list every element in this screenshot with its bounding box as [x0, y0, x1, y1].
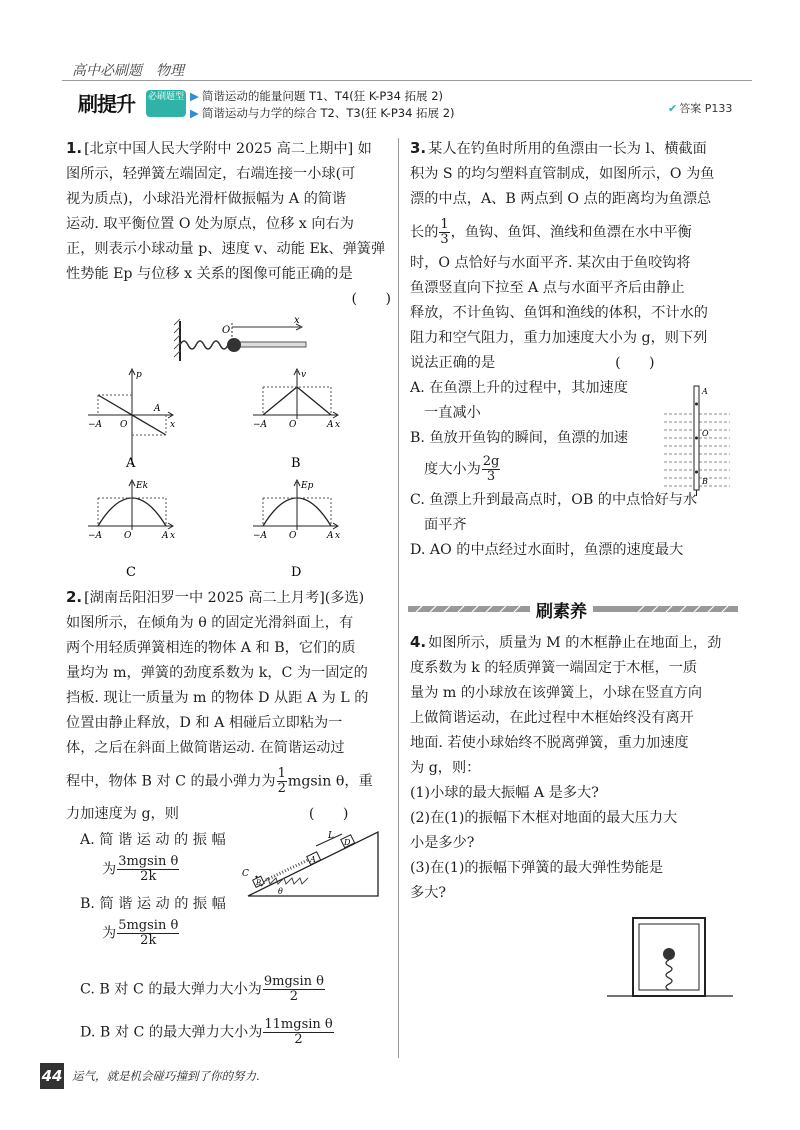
graph-c	[80, 476, 180, 584]
sub-question-2: (2)在(1)的振幅下木框对地面的最大压力大	[410, 810, 678, 826]
question-1: 1. [北京中国人民大学附中 2025 高二上期中] 如 图所示，轻弹簧左端固定，右端连接一小球(可 视为质点)，小球沿光滑杆做振幅为 A 的简谐 运动. 取平衡位置 O 处为原点，位移 x 向右为 正，则表示小球动量 p、速度 v、动能 Ek、弹簧弹 性势能 Ep 与位移 x 关系的图像可能正确的是 ( )	[66, 136, 391, 312]
graph-a-label: A	[126, 456, 136, 471]
svg-text:O: O	[120, 420, 128, 430]
spring	[666, 960, 672, 990]
book-title: 高中必刷题 物理	[72, 63, 184, 79]
svg-text:B: B	[702, 477, 708, 486]
svg-text:D: D	[344, 838, 351, 847]
question-number: 3.	[410, 139, 427, 157]
rod	[232, 342, 306, 347]
option-b: B. 简 谐 运 动 的 振 幅	[80, 896, 226, 912]
question-number: 2.	[66, 588, 83, 606]
graph-a	[80, 365, 180, 475]
answer-blank: ( )	[351, 291, 391, 307]
svg-text:B: B	[256, 879, 262, 887]
topic-item: ▶ 简谐运动的能量问题 T1、T4(狂 K-P34 拓展 2)	[190, 89, 444, 103]
option-b: B. 鱼放开鱼钩的瞬间，鱼漂的加速	[410, 430, 629, 446]
triangle-bullet-icon: ▶	[190, 106, 199, 120]
option-a: A. 简 谐 运 动 的 振 幅	[80, 832, 226, 848]
graph-c-label: C	[126, 565, 136, 580]
page-header	[62, 58, 752, 81]
svg-text:−A: −A	[88, 420, 103, 430]
option-d: D. B 对 C 的最大弹力大小为 $\frac{\text{11mgsin θ}}{2}$	[80, 1017, 333, 1047]
section-badge	[78, 88, 184, 118]
svg-text:Ep: Ep	[301, 481, 314, 491]
svg-text:A: A	[327, 531, 334, 541]
svg-text:θ: θ	[278, 887, 283, 896]
answer-blank: ( )	[308, 806, 349, 822]
topic-list	[190, 88, 455, 122]
triangle-bullet-icon: ▶	[190, 89, 199, 103]
svg-text:O: O	[124, 531, 132, 541]
ball	[227, 338, 241, 352]
svg-text:A: A	[162, 531, 169, 541]
svg-text:v: v	[301, 370, 307, 380]
topic-item: ▶ 简谐运动与力学的综合 T2、T3(狂 K-P34 拓展 2)	[190, 106, 455, 120]
ball	[663, 948, 675, 960]
q4-frame-figure	[605, 912, 735, 1002]
graph-b-label: B	[291, 456, 301, 471]
svg-text:Ek: Ek	[136, 481, 149, 491]
svg-text:p: p	[136, 370, 142, 380]
graph-b	[245, 365, 345, 475]
svg-text:x: x	[170, 420, 176, 430]
option-d: D. AO 的中点经过水面时，鱼漂的速度最大	[410, 542, 684, 558]
svg-text:C: C	[242, 869, 249, 879]
check-icon: ✔	[668, 102, 678, 115]
q1-spring-figure	[170, 315, 310, 365]
question-4: 4. 如图所示，质量为 M 的木框静止在地面上，劲 度系数为 k 的轻质弹簧一端固定于木框，一质 量为 m 的小球放在该弹簧上，小球在竖直方向 上做简谐运动，在此过程中木框始终没有离开 地面. 若使小球始终不脱离弹簧，重力加速度 为 g，则： (1)小球的最大振幅 A 是多大? (2)在(1)的振幅下木框对地面的最大压力大 小是多少? (3)在(1)的振幅下弹簧的最大弹性势能是 多大?	[410, 630, 740, 906]
svg-text:O: O	[289, 420, 297, 430]
svg-text:A: A	[154, 404, 161, 414]
q2-options-ab: A. 简 谐 运 动 的 振 幅 为 $\frac{\text{3mgsin θ}}{2k}$ B. 简 谐 运 动 的 振 幅 为 $\frac{\text{5mgsin θ}}{2k}$	[80, 828, 250, 948]
page-number: 44	[40, 1063, 64, 1089]
origin-label: O	[222, 325, 231, 336]
svg-text:A: A	[702, 387, 708, 396]
question-2: 2. [湖南岳阳汨罗一中 2025 高二上月考](多选) 如图所示，在倾角为 θ 的固定光滑斜面上，有 两个用轻质弹簧相连的物体 A 和 B，它们的质 量均为 m，弹簧的劲度系数为 k，C 为一固定的 挡板. 现让一质量为 m 的物体 D 从距 A 为 L 的 位置由静止释放，D 和 A 相碰后立即粘为一 体，之后在斜面上做简谐运动. 在简谐运动过 程中，物体 B 对 C 的最小弹力为 $\frac{1}{2}$ mgsin θ，重 力加速度为 g，则 ( )	[66, 585, 391, 827]
svg-text:−A: −A	[253, 420, 268, 430]
answer-reference: ✔ 答案 P133	[668, 102, 733, 115]
q2-incline-figure	[240, 828, 385, 903]
svg-text:L: L	[328, 831, 334, 841]
x-label: x	[294, 315, 300, 326]
question-number: 1.	[66, 139, 83, 157]
column-divider	[398, 138, 399, 1058]
option-c: C. B 对 C 的最大弹力大小为 $\frac{\text{9mgsin θ}}{2}$	[80, 974, 324, 1004]
section-title: 刷素养	[530, 597, 593, 622]
q2-options-cd	[80, 975, 390, 1047]
q3-float-figure	[660, 380, 735, 500]
svg-text:A: A	[310, 855, 316, 864]
badge-sub-label: 必刷题型	[146, 90, 186, 117]
graph-d	[245, 476, 345, 584]
sub-question-1: (1)小球的最大振幅 A 是多大?	[410, 785, 599, 801]
sub-question-3: (3)在(1)的振幅下弹簧的最大弹性势能是	[410, 860, 664, 876]
svg-text:O: O	[702, 429, 709, 438]
svg-text:x: x	[335, 531, 341, 541]
question-number: 4.	[410, 633, 427, 651]
answer-blank: ( )	[615, 355, 655, 371]
svg-text:x: x	[335, 420, 341, 430]
svg-text:O: O	[289, 531, 297, 541]
question-3: 3. 某人在钓鱼时所用的鱼漂由一长为 l、横截面 积为 S 的均匀塑料直管制成，如图所示，O 为鱼 漂的中点，A、B 两点到 O 点的距离均为鱼漂总 长的 $\frac{1}{3}$ ，鱼钩、鱼饵、渔线和鱼漂在水中平衡 时，O 点恰好与水面平齐. 某次由于鱼咬钩将 鱼漂竖直向下拉至 A 点与水面平齐后由静止 释放，不计鱼钩、鱼饵和渔线的体积，不计水的 阻力和空气阻力，重力加速度大小为 g，则下列 说法正确的是 ( ) A. 在鱼漂上升的过程中，其加速度 一直减小 B. 鱼放开鱼钩的瞬间，鱼漂的加速 度大小为 $\frac{2g}{3}$ C. 鱼漂上升到最高点时，OB 的中点恰好与水 面平齐 D. AO 的中点经过水面时，鱼漂的速度最大	[410, 136, 740, 563]
option-c: C. 鱼漂上升到最高点时，OB 的中点恰好与水	[410, 492, 698, 508]
svg-text:x: x	[170, 531, 176, 541]
option-a: A. 在鱼漂上升的过程中，其加速度	[410, 380, 628, 396]
svg-text:−A: −A	[88, 531, 103, 541]
svg-text:A: A	[327, 420, 334, 430]
badge-main-label: 刷提升	[78, 92, 135, 116]
footer-motto: 运气，就是机会碰巧撞到了你的努力.	[72, 1069, 260, 1083]
svg-text:−A: −A	[253, 531, 268, 541]
graph-d-label: D	[291, 565, 302, 580]
